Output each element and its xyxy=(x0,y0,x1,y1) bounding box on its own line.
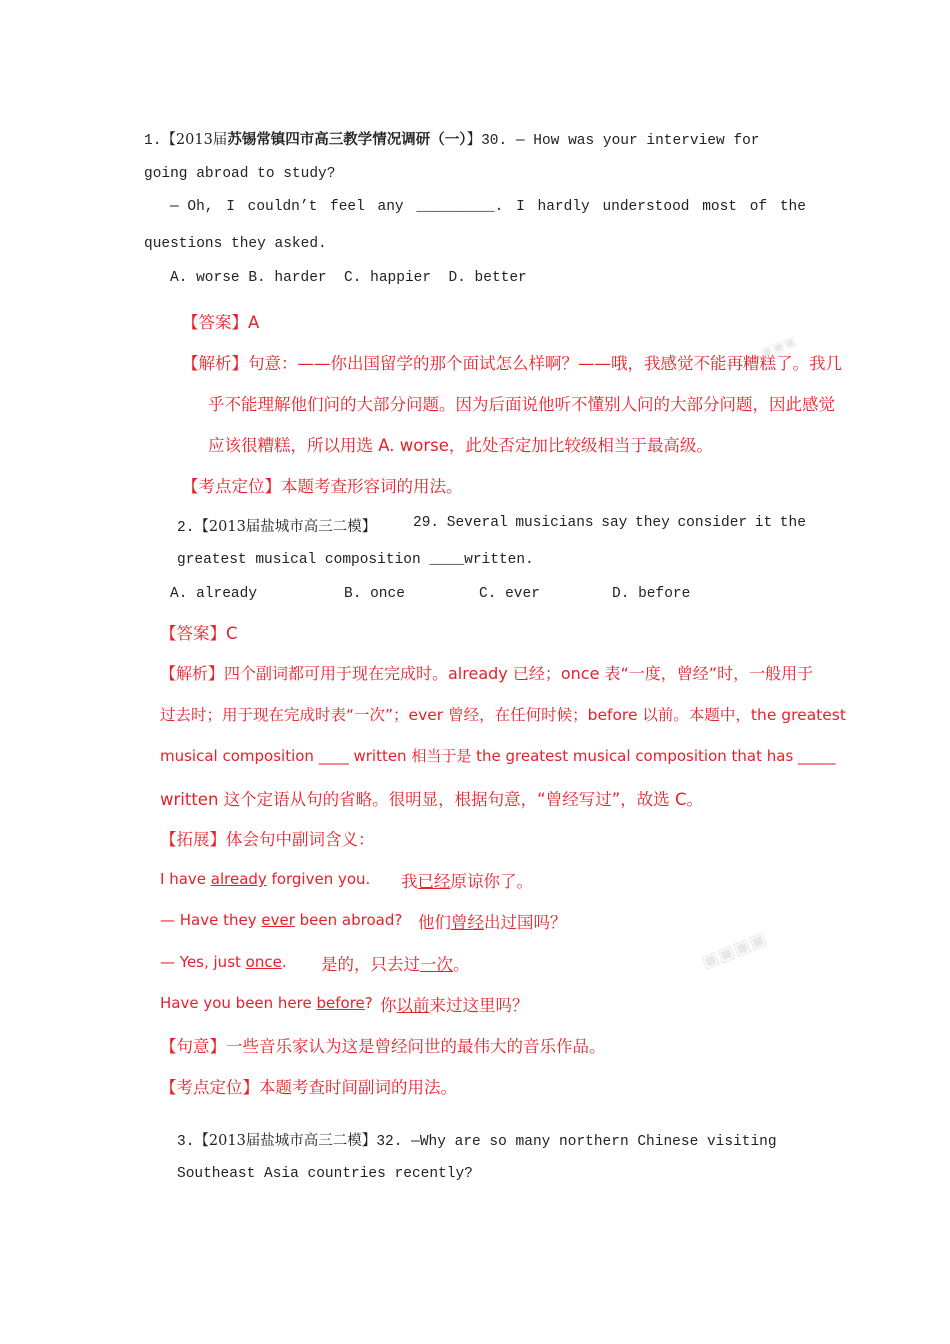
q1-reply-line1 xyxy=(170,199,806,215)
word: most xyxy=(702,199,737,215)
q1-analysis-line3: 应该很糟糕，所以用选 A. worse，此处否定加比较级相当于最高级。 xyxy=(208,436,713,455)
example-text: — Yes, just xyxy=(160,953,246,971)
example-text: Have you been here xyxy=(160,994,317,1012)
word: — Oh, xyxy=(170,199,214,215)
q1-point: 【考点定位】本题考查形容词的用法。 xyxy=(182,477,463,496)
example-keyword: already xyxy=(210,870,267,888)
example-text: . xyxy=(281,953,287,971)
q1-header xyxy=(144,128,760,149)
example-text: 来过这里吗？ xyxy=(429,996,529,1015)
example-keyword: 以前 xyxy=(396,996,430,1015)
q3-source: 【2013届盐城市高三二模】 xyxy=(194,1133,377,1149)
word: I xyxy=(516,199,525,215)
q3-stem-line1: 32. —Why are so many northern Chinese visiting xyxy=(376,1134,777,1150)
word: understood xyxy=(602,199,690,215)
q2-analysis-line4: written 这个定语从句的省略。很明显，根据句意，“曾经写过”，故选 C。 xyxy=(160,790,704,809)
example-keyword: 一次 xyxy=(420,955,453,974)
q2-option-c: C. ever xyxy=(479,586,540,602)
example-keyword: ever xyxy=(261,911,295,929)
q2-example-2-zh xyxy=(418,909,567,933)
q1-reply-line2: questions they asked. xyxy=(144,236,327,252)
q2-number: 2. xyxy=(177,520,195,536)
q2-stem-line1 xyxy=(413,515,806,531)
example-text: ? xyxy=(364,994,373,1012)
q2-option-b: B. once xyxy=(344,586,405,602)
q2-answer: 【答案】C xyxy=(160,624,238,643)
example-text: I have xyxy=(160,870,211,888)
example-text: 你 xyxy=(380,996,397,1015)
word: _________. xyxy=(416,199,504,215)
word: 29. xyxy=(413,515,440,531)
example-text: 。 xyxy=(453,955,470,974)
example-keyword: 曾经 xyxy=(451,913,484,932)
word: the xyxy=(779,515,806,531)
q2-option-a: A. already xyxy=(170,586,258,602)
q2-option-d: D. before xyxy=(612,586,691,602)
watermark-logo: ▣▣▣▣ xyxy=(698,928,770,973)
example-text: 他们 xyxy=(418,913,451,932)
q2-source: 【2013届盐城市高三二模】 xyxy=(194,519,377,535)
q1-answer: 【答案】A xyxy=(182,313,260,332)
q2-stem-line2: greatest musical composition ____written. xyxy=(177,552,534,568)
example-text: been abroad? xyxy=(294,911,403,929)
q1-source-close: 】 xyxy=(466,132,482,148)
word: musicians xyxy=(515,515,594,531)
example-text: 我 xyxy=(401,872,418,891)
q2-example-2-en xyxy=(160,911,402,929)
q1-stem-line1: 30. — How was your interview for xyxy=(481,133,760,149)
q2-meaning: 【句意】一些音乐家认为这是曾经问世的最伟大的音乐作品。 xyxy=(160,1037,606,1056)
q3-header xyxy=(177,1129,777,1150)
q2-analysis-line3: musical composition ____ written 相当于是 the greatest musical composition that has _____ xyxy=(160,747,836,765)
q3-number: 3. xyxy=(177,1134,195,1150)
word: consider xyxy=(677,515,748,531)
word: any xyxy=(377,199,404,215)
q1-analysis-line2: 乎不能理解他们问的大部分问题。因为后面说他听不懂别人问的大部分问题，因此感觉 xyxy=(208,395,835,414)
word: say xyxy=(601,515,628,531)
example-text: 原谅你了。 xyxy=(450,872,533,891)
q2-analysis-line2: 过去时；用于现在完成时表“一次”；ever 曾经，在任何时候；before 以前。本题中，the greatest xyxy=(160,706,846,724)
watermark-logo: ▣▣▣ xyxy=(758,333,799,362)
q1-analysis-line1: 【解析】句意：——你出国留学的那个面试怎么样啊？——哦，我感觉不能再糟糕了。我几 xyxy=(182,354,842,373)
example-text: 是的，只去过 xyxy=(321,955,420,974)
q3-stem-line2: Southeast Asia countries recently? xyxy=(177,1166,473,1182)
word: feel xyxy=(330,199,365,215)
q2-analysis-line1: 【解析】四个副词都可用于现在完成时。already 已经；once 表“一度，曾经”时，一般用于 xyxy=(160,664,814,683)
q2-example-4-en xyxy=(160,994,373,1012)
q1-stem-line2: going abroad to study? xyxy=(144,166,336,182)
example-text: — Have they xyxy=(160,911,262,929)
q2-example-4-zh xyxy=(380,992,529,1016)
word: the xyxy=(779,199,806,215)
word: I xyxy=(226,199,235,215)
q2-example-1-en xyxy=(160,870,370,888)
q1-source-open: 【2013届 xyxy=(161,132,228,148)
q1-number: 1. xyxy=(144,133,162,149)
word: hardly xyxy=(537,199,590,215)
example-keyword: 已经 xyxy=(417,872,451,891)
word: they xyxy=(635,515,670,531)
q2-example-1-zh xyxy=(401,868,533,892)
q2-example-3-zh xyxy=(321,951,470,975)
word: couldn’t xyxy=(247,199,318,215)
q1-options: A. worse B. harder C. happier D. better xyxy=(170,270,527,286)
word: it xyxy=(754,515,773,531)
word: of xyxy=(749,199,768,215)
example-keyword: before xyxy=(316,994,365,1012)
q2-extension-title: 【拓展】体会句中副词含义： xyxy=(160,830,375,849)
q2-point: 【考点定位】本题考查时间副词的用法。 xyxy=(160,1078,457,1097)
word: Several xyxy=(446,515,508,531)
example-text: forgiven you. xyxy=(266,870,371,888)
example-keyword: once xyxy=(245,953,282,971)
q2-header xyxy=(177,515,376,536)
q2-example-3-en xyxy=(160,953,287,971)
example-text: 出过国吗？ xyxy=(484,913,567,932)
q1-source-name: 苏锡常镇四市高三教学情况调研（一） xyxy=(227,131,467,148)
